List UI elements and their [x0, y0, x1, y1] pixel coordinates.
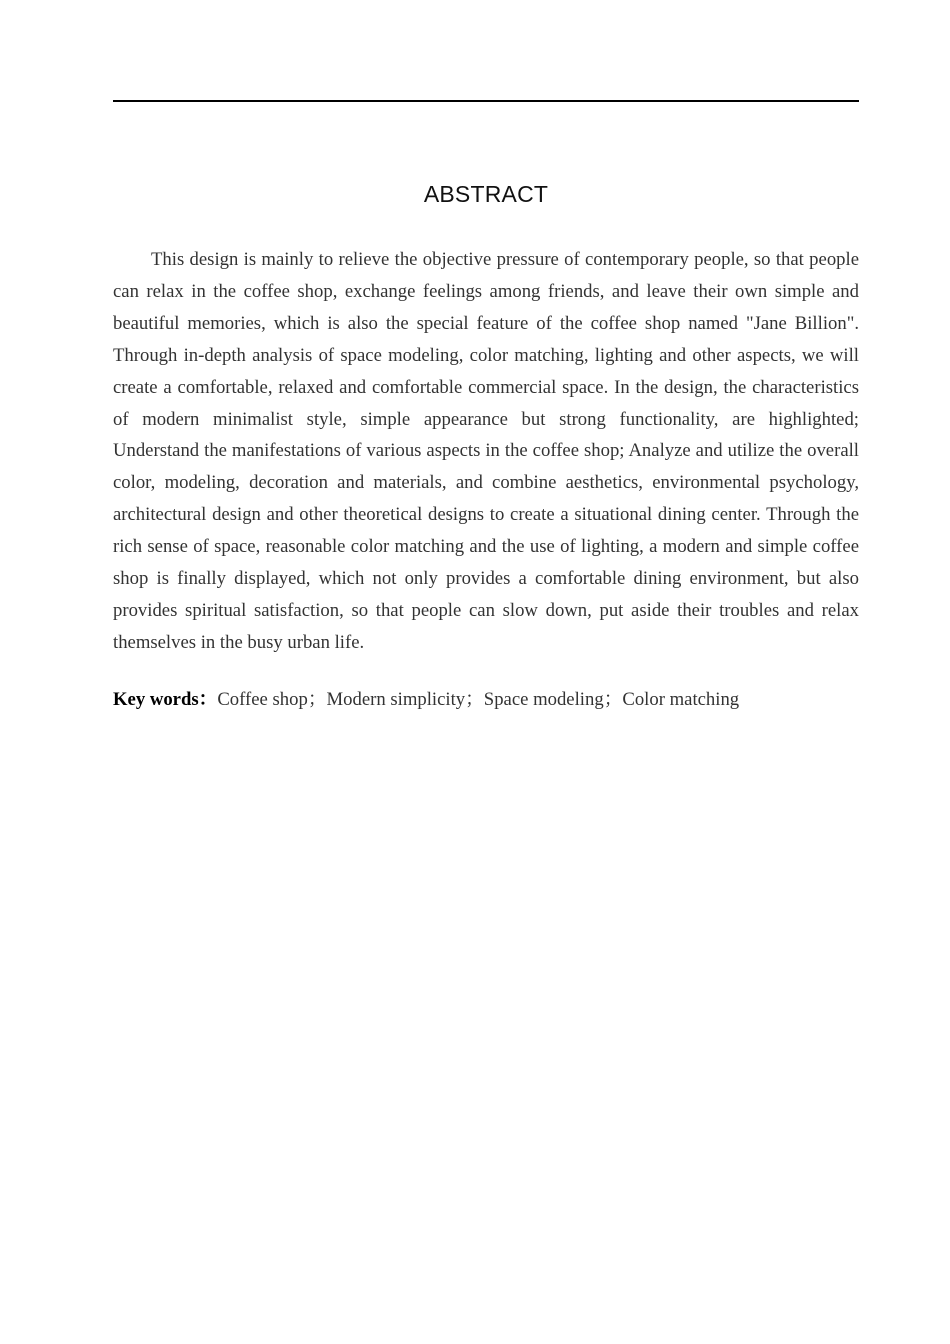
- keyword-item: Color matching: [622, 689, 740, 710]
- keyword-item: Modern simplicity: [326, 689, 466, 710]
- keyword-separator: ；: [465, 689, 484, 710]
- abstract-body: This design is mainly to relieve the objective pressure of contemporary people, so that people can relax in the coffee shop, exchange feelings among friends, and leave their own simple and beautiful memories, which is also the special feature of the coffee shop named "Jane Billion". Through in-depth analysis of space modeling, color matching, lighting and other aspects, we will create a comfortable, relaxed and comfortable commercial space. In the design, the characteristics of modern minimalist style, simple appearance but strong functionality, are highlighted; Understand the manifestations of various aspects in the coffee shop; Analyze and utilize the overall color, modeling, decoration and materials, and combine aesthetics, environmental psychology, architectural design and other theoretical designs to create a situational dining center. Through the rich sense of space, reasonable color matching and the use of lighting, a modern and simple coffee shop is finally displayed, which not only provides a comfortable dining environment, but also provides spiritual satisfaction, so that people can slow down, put aside their troubles and relax themselves in the busy urban life.: [113, 249, 859, 653]
- abstract-title: ABSTRACT: [423, 181, 549, 207]
- header-rule: [113, 100, 859, 102]
- keywords-label: Key words：: [113, 689, 218, 710]
- keyword-separator: ；: [307, 689, 327, 710]
- keyword-separator: ；: [603, 689, 623, 710]
- keyword-item: Coffee shop: [217, 689, 308, 710]
- keywords-line: [113, 685, 859, 715]
- keyword-item: Space modeling: [483, 689, 604, 710]
